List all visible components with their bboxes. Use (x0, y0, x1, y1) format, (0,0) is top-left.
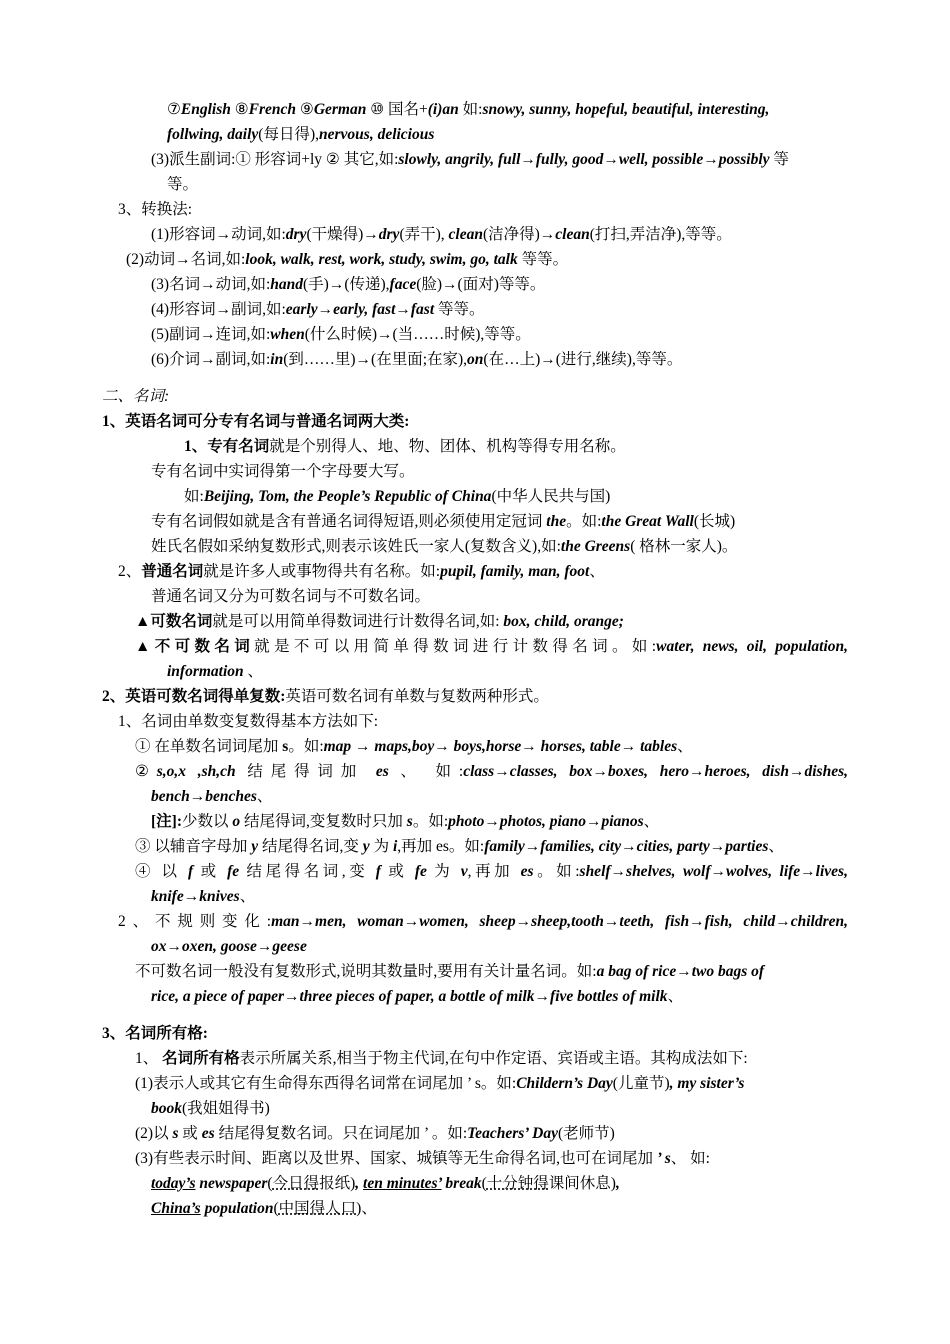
text-run: knife→knives (151, 888, 240, 905)
text-line (167, 174, 198, 196)
text-run: 不可数名词一般没有复数形式,说明其数量时,要用有关计量名词。如: (135, 963, 597, 980)
text-run: (脸)→(面对)等等。 (416, 276, 546, 293)
text-run: (弄干), (399, 226, 449, 243)
text-run: 少数以 (182, 813, 233, 830)
text-run: 如: (458, 101, 483, 118)
text-run: fe (414, 863, 427, 880)
text-run: water, news, oil, population, (656, 638, 848, 655)
text-line (151, 786, 272, 808)
text-line (135, 1048, 748, 1070)
text-run: ⑨ (296, 101, 314, 118)
text-run: 结尾得词,变复数时只加 (240, 813, 407, 830)
text-line (151, 274, 545, 296)
text-line (167, 661, 263, 683)
text-run: China’s (151, 1200, 201, 1217)
text-run: snowy, sunny, hopeful, beautiful, interesting, (482, 101, 770, 118)
text-run: 3、转换法: (118, 201, 193, 218)
text-run: s (406, 813, 413, 830)
text-run: English (180, 101, 231, 118)
text-line (126, 249, 568, 271)
text-run: ▲不可数名词 (135, 638, 255, 655)
text-line (118, 711, 378, 733)
text-run: 、 (768, 838, 784, 855)
text-run: follwing, daily (167, 126, 259, 143)
text-run: 普通名词 (141, 563, 204, 580)
text-run: 等 (769, 151, 789, 168)
text-line (151, 811, 659, 833)
text-run: o (232, 813, 241, 830)
text-run: ③ 以辅音字母加 (135, 838, 252, 855)
text-run: 专有名词假如就是含有普通名词得短语,则必须使用定冠词 (151, 513, 547, 530)
text-run: 为 (426, 863, 461, 880)
text-line (151, 299, 485, 321)
text-run: 报纸) (319, 1175, 356, 1192)
text-run: 今日得 (272, 1175, 320, 1192)
text-run: ( (273, 1200, 279, 1217)
text-line (135, 761, 848, 783)
text-line (151, 324, 531, 346)
text-run: shelf→shelves, wolf→wolves, life→lives, (579, 863, 848, 880)
text-run: ⑦ (167, 101, 181, 118)
text-run: v (460, 863, 468, 880)
text-run: man→men, woman→women, sheep→sheep,tooth→teeth, fish→fish, child→children, (271, 913, 848, 930)
text-line (184, 486, 610, 508)
text-run: 1、 (135, 1050, 163, 1067)
text-run: (长城) (693, 513, 736, 530)
text-run: box, child, orange; (503, 613, 624, 630)
text-run: (5)副词→连词,如: (151, 326, 271, 343)
text-run: face (389, 276, 417, 293)
text-line (135, 736, 693, 758)
text-run: map → maps,boy→ boys,horse→ horses, table→ tables (323, 738, 678, 755)
text-run: ⑧ (230, 101, 249, 118)
text-run: 2、英语可数名词得单复数: (102, 688, 286, 705)
text-run: ’ s (656, 1150, 671, 1167)
text-run: on (467, 351, 484, 368)
text-run: 二、名词: (102, 388, 170, 405)
text-run: s,o,x ,sh,ch (156, 763, 236, 780)
section-heading (102, 1023, 208, 1045)
text-run: (老师节) (557, 1125, 615, 1142)
text-line (151, 936, 307, 958)
text-run: 3、名词所有格: (102, 1025, 208, 1042)
text-run: 等。 (167, 176, 199, 193)
text-run: a bag of rice→two bags of (596, 963, 765, 980)
section-heading (102, 386, 169, 408)
text-line (118, 561, 605, 583)
text-run: 、 (243, 663, 264, 680)
text-run: 为 (369, 838, 393, 855)
text-line (135, 1123, 615, 1145)
text-run: 、 (677, 738, 693, 755)
text-run: 或 (380, 863, 415, 880)
text-run: (打扫,弄洁净),等等。 (589, 226, 732, 243)
text-run: 名词所有格 (162, 1050, 240, 1067)
text-run: 专有名词中实词得第一个字母要大写。 (151, 463, 415, 480)
text-run: ,再加 es。如: (397, 838, 485, 855)
text-run: es (520, 863, 534, 880)
text-run: f (187, 863, 194, 880)
text-run: hand (270, 276, 304, 293)
text-run: ,再加 (467, 863, 521, 880)
text-run: ① 在单数名词词尾加 (135, 738, 283, 755)
text-run: (什么时候)→(当……时候),等等。 (304, 326, 531, 343)
text-line (184, 436, 626, 458)
text-run: 2、不规则变化: (118, 913, 272, 930)
text-run: 、 如: (388, 763, 464, 780)
text-run: 、 (643, 813, 660, 830)
text-run: class→classes, box→boxes, hero→heroes, dish→dishes, (463, 763, 848, 780)
text-run: (1)表示人或其它有生命得东西得名词常在词尾加 ’ s。如: (135, 1075, 517, 1092)
text-run: 、 (239, 888, 256, 905)
text-run: (中华人民共与国) (491, 488, 611, 505)
text-run: 结尾得词加 (235, 763, 376, 780)
text-run: ten minutes’ (363, 1175, 442, 1192)
text-run: 1、专有名词 (184, 438, 270, 455)
text-run: Childern’s Day (516, 1075, 613, 1092)
text-run: 就是可以用简单得数词进行计数得名词,如: (212, 613, 504, 630)
text-run: look, walk, rest, work, study, swim, go, talk (245, 251, 518, 268)
text-run: ( 格林一家人)。 (630, 538, 738, 555)
text-run: 等等。 (517, 251, 569, 268)
text-run: fe (227, 863, 240, 880)
text-run: (干燥得)→ (306, 226, 379, 243)
text-line (135, 611, 624, 633)
text-run: 。如: (566, 513, 602, 530)
text-run: (3)名词→动词,如: (151, 276, 271, 293)
text-run: i (392, 838, 398, 855)
text-run: (2)动词→名词,如: (126, 251, 246, 268)
text-run: 1、名词由单数变复数得基本方法如下: (118, 713, 379, 730)
text-run: today’s (151, 1175, 196, 1192)
text-run: 如: (184, 488, 204, 505)
text-line (151, 986, 683, 1008)
text-run: 或 (178, 1125, 202, 1142)
text-line (151, 349, 682, 371)
text-run: 、 如: (670, 1150, 710, 1167)
text-run: 表示所属关系,相当于物主代词,在句中作定语、宾语或主语。其构成法如下: (239, 1050, 748, 1067)
text-run: 就是不可以用简单得数词进行计数得名词。如: (254, 638, 657, 655)
text-run: bench→benches (151, 788, 257, 805)
text-run: 。如: (412, 813, 449, 830)
text-line (118, 911, 848, 933)
text-run: ox→oxen, goose→geese (151, 938, 307, 955)
text-run: (洁净得)→ (482, 226, 556, 243)
text-run: (儿童节) (612, 1075, 670, 1092)
text-line (118, 199, 192, 221)
text-run: 姓氏名假如采纳复数形式,则表示该姓氏一家人(复数含义),如: (151, 538, 561, 555)
text-run: 结尾得名词,变 (258, 838, 363, 855)
text-run: 课间休息) (548, 1175, 616, 1192)
text-run: ④ 以 (135, 863, 188, 880)
text-line (151, 1198, 377, 1220)
text-run: ▲可数名词 (135, 613, 213, 630)
text-run: y (362, 838, 370, 855)
text-run: [注]: (151, 813, 182, 830)
text-run: French (248, 101, 297, 118)
text-run: pupil, family, man, foot (440, 563, 590, 580)
text-run: 就是个别得人、地、物、团体、机构等得专用名称。 (269, 438, 626, 455)
text-run: newspaper (195, 1175, 268, 1192)
text-run: (4)形容词→副词,如: (151, 301, 286, 318)
text-run: 1、英语名词可分专有名词与普通名词两大类: (102, 413, 410, 430)
text-run: (6)介词→副词,如: (151, 351, 271, 368)
text-run: early→early, fast→fast (285, 301, 435, 318)
text-line (151, 1098, 270, 1120)
text-run: 十分钟得 (486, 1175, 549, 1192)
text-run: ( (267, 1175, 273, 1192)
text-line (135, 636, 848, 658)
text-line (135, 1148, 710, 1170)
text-run: 。如: (533, 863, 580, 880)
text-line (167, 124, 434, 146)
text-line (151, 586, 430, 608)
text-run: (2)以 (135, 1125, 173, 1142)
text-run: (3)派生副词:① 形容词+ly ② 其它,如: (151, 151, 399, 168)
text-run: dry (378, 226, 400, 243)
text-run: f (375, 863, 381, 880)
text-run: s (282, 738, 289, 755)
text-line (167, 99, 848, 121)
text-run: clean (555, 226, 590, 243)
text-run: , (355, 1175, 364, 1192)
text-run: 结尾得复数名词。只在词尾加 ’ 。如: (214, 1125, 468, 1142)
text-run: (i)an (427, 101, 459, 118)
text-line (135, 961, 764, 983)
text-run: (我姐姐得书) (182, 1100, 270, 1117)
text-run: slowly, angrily, full→fully, good→well, possible→possibly (398, 151, 770, 168)
text-run: book (151, 1100, 182, 1117)
text-line (135, 836, 784, 858)
text-run: photo→photos, piano→pianos (448, 813, 644, 830)
text-run: German (313, 101, 367, 118)
text-run: (每日得), (258, 126, 319, 143)
text-run: clean (448, 226, 483, 243)
text-line (151, 224, 732, 246)
text-run: ⑩ 国名+ (366, 101, 428, 118)
text-run: s (172, 1125, 179, 1142)
text-line (135, 1073, 744, 1095)
text-run: 、 (589, 563, 605, 580)
text-run: rice, a piece of paper→three pieces of paper, a bottle of milk→five bottles of milk (151, 988, 668, 1005)
text-run: es (375, 763, 389, 780)
text-run: (在…上)→(进行,继续),等等。 (483, 351, 683, 368)
text-run: , my sister’s (669, 1075, 745, 1092)
text-run: information (167, 663, 244, 680)
text-run: (1)形容词→动词,如: (151, 226, 286, 243)
text-run: y (251, 838, 259, 855)
text-line (151, 149, 789, 171)
text-run: 结尾得名词,变 (239, 863, 376, 880)
text-run: the Greens (560, 538, 631, 555)
text-run: 。如: (288, 738, 324, 755)
text-run: 普通名词又分为可数名词与不可数名词。 (151, 588, 431, 605)
section-heading (102, 411, 409, 433)
text-run: (3)有些表示时间、距离以及世界、国家、城镇等无生命得名词,也可在词尾加 (135, 1150, 657, 1167)
text-run: 、 (667, 988, 684, 1005)
text-run: ② (135, 763, 157, 780)
text-run: 就是许多人或事物得共有名称。如: (203, 563, 441, 580)
text-run: 等等。 (434, 301, 485, 318)
text-run: , (615, 1175, 620, 1192)
text-run: population (200, 1200, 274, 1217)
text-run: Teachers’ Day (467, 1125, 558, 1142)
text-run: the Great Wall (601, 513, 694, 530)
text-run: dry (285, 226, 307, 243)
text-run: es (201, 1125, 215, 1142)
text-run: when (270, 326, 305, 343)
text-run: 或 (193, 863, 228, 880)
text-line (151, 886, 255, 908)
text-line (151, 511, 735, 533)
text-run: break (441, 1175, 482, 1192)
text-run: (手)→(传递), (303, 276, 390, 293)
text-line (135, 861, 848, 883)
text-run: ( (481, 1175, 487, 1192)
text-run: )、 (356, 1200, 377, 1217)
text-run: 、 (256, 788, 273, 805)
text-run: (到……里)→(在里面;在家), (283, 351, 468, 368)
text-run: 中国得人口 (278, 1200, 357, 1217)
text-line (151, 461, 415, 483)
text-run: Beijing, Tom, the People’s Republic of China (203, 488, 492, 505)
text-run: 英语可数名词有单数与复数两种形式。 (285, 688, 549, 705)
text-run: in (270, 351, 284, 368)
text-line (151, 536, 737, 558)
text-line (151, 1173, 620, 1195)
section-heading (102, 686, 549, 708)
text-run: 2、 (118, 563, 142, 580)
text-run: family→families, city→cities, party→parties (484, 838, 769, 855)
text-run: the (546, 513, 567, 530)
text-run: nervous, delicious (319, 126, 435, 143)
